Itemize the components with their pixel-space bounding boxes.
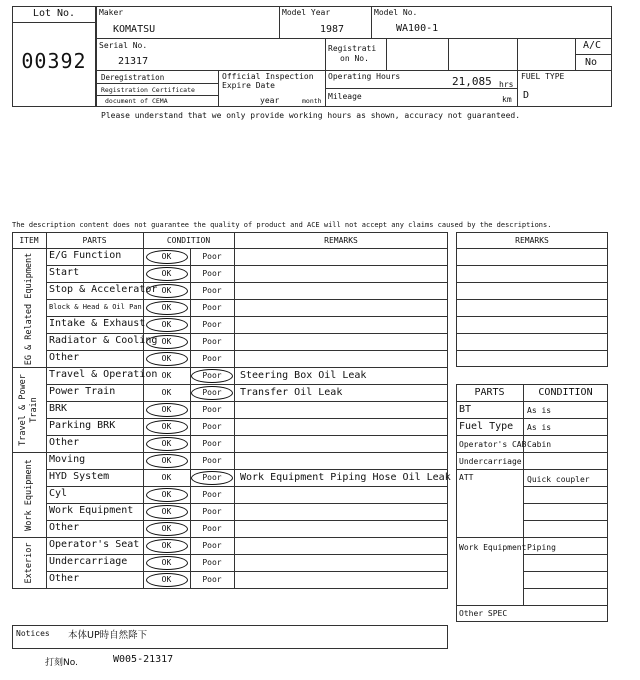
ok-option[interactable]: OK	[161, 354, 172, 363]
ok-option[interactable]: OK	[161, 524, 172, 533]
group-travel-power-train: Travel & Power Train	[18, 374, 39, 446]
poor-option[interactable]: Poor	[202, 524, 222, 533]
poor-option[interactable]: Poor	[202, 422, 222, 431]
poor-option[interactable]: Poor	[202, 473, 222, 482]
ac-label: A/C	[583, 40, 602, 51]
poor-option[interactable]: Poor	[202, 354, 222, 363]
poor-selected-circle	[191, 369, 233, 383]
ok-selected-circle	[146, 301, 188, 315]
model-year-label: Model Year	[282, 8, 331, 17]
poor-option[interactable]: Poor	[202, 405, 222, 414]
row-part: Radiator & Cooling	[49, 335, 158, 346]
row-part: Operator's Seat	[49, 539, 140, 550]
ok-selected-circle	[146, 250, 188, 264]
row-part: Travel & Operation	[49, 369, 158, 380]
operating-hours-value: 21,085	[452, 75, 492, 88]
maker-value: KOMATSU	[113, 24, 156, 35]
ok-option[interactable]: OK	[161, 371, 172, 380]
ok-option[interactable]: OK	[161, 558, 172, 567]
row-part: Block & Head & Oil Pan	[49, 303, 142, 311]
right-cond-att: Quick coupler	[527, 475, 590, 484]
row-part: HYD System	[49, 471, 110, 482]
poor-option[interactable]: Poor	[202, 252, 222, 261]
row-part: Cyl	[49, 488, 68, 499]
row-remark: Steering Box Oil Leak	[240, 370, 367, 381]
serial-value: 21317	[118, 56, 149, 67]
row-part: Other	[49, 522, 80, 533]
month-label: month	[302, 97, 322, 105]
ok-option[interactable]: OK	[161, 456, 172, 465]
ok-selected-circle	[146, 454, 188, 468]
ok-option[interactable]: OK	[161, 269, 172, 278]
right-cond-bt: As is	[527, 406, 552, 415]
ok-selected-circle	[146, 522, 188, 536]
ok-option[interactable]: OK	[161, 422, 172, 431]
row-part: Parking BRK	[49, 420, 116, 431]
ok-option[interactable]: OK	[161, 320, 172, 329]
poor-option[interactable]: Poor	[202, 490, 222, 499]
ok-selected-circle	[146, 284, 188, 298]
right-part-fuel: Fuel Type	[459, 421, 514, 432]
group-eg-related: EG & Related Equipment	[24, 252, 34, 366]
dereg-doc: document of CEMA	[105, 97, 168, 105]
poor-option[interactable]: Poor	[202, 269, 222, 278]
stamp-value: W005-21317	[113, 654, 174, 665]
ok-selected-circle	[146, 437, 188, 451]
right-remarks-header: REMARKS	[515, 236, 549, 245]
right-part-att: ATT	[459, 473, 474, 482]
ok-selected-circle	[146, 318, 188, 332]
ok-option[interactable]: OK	[161, 303, 172, 312]
row-part: Work Equipment	[49, 505, 134, 516]
poor-option[interactable]: Poor	[202, 286, 222, 295]
header-item: ITEM	[19, 236, 39, 245]
poor-option[interactable]: Poor	[202, 439, 222, 448]
ok-option[interactable]: OK	[161, 439, 172, 448]
row-part: Intake & Exhaust	[49, 318, 146, 329]
poor-option[interactable]: Poor	[202, 371, 222, 380]
ok-selected-circle	[146, 267, 188, 281]
other-spec-label: Other SPEC	[459, 609, 508, 618]
right-condition-header: CONDITION	[538, 387, 593, 398]
serial-label: Serial No.	[99, 41, 148, 50]
row-part: Undercarriage	[49, 556, 128, 567]
right-part-undercarriage: Undercarriage	[459, 457, 522, 466]
row-part: BRK	[49, 403, 68, 414]
poor-selected-circle	[191, 471, 233, 485]
header-condition: CONDITION	[166, 236, 211, 245]
ok-option[interactable]: OK	[161, 388, 172, 397]
row-part: Other	[49, 352, 80, 363]
year-label: year	[260, 96, 280, 105]
poor-option[interactable]: Poor	[202, 303, 222, 312]
ok-selected-circle	[146, 539, 188, 553]
operating-hours-label: Operating Hours	[328, 72, 401, 81]
ok-option[interactable]: OK	[161, 575, 172, 584]
ok-selected-circle	[146, 505, 188, 519]
group-work-equipment: Work Equipment	[24, 459, 34, 531]
header-remarks: REMARKS	[324, 236, 358, 245]
fuel-type-label: FUEL TYPE	[521, 72, 565, 81]
lot-label: Lot No.	[32, 8, 76, 19]
right-cond-work-equipment: Piping	[527, 543, 556, 552]
disclaimer: The description content does not guarantee the quality of product and ACE will not accept any claims caused by the descriptions.	[12, 221, 552, 229]
right-part-bt: BT	[459, 404, 472, 415]
right-part-cab: Operator's CAB	[459, 440, 527, 449]
poor-option[interactable]: Poor	[202, 558, 222, 567]
right-part-work-equipment: Work Equipment	[459, 543, 527, 552]
right-cond-fuel: As is	[527, 423, 552, 432]
ok-option[interactable]: OK	[161, 405, 172, 414]
ok-selected-circle	[146, 352, 188, 366]
poor-option[interactable]: Poor	[202, 337, 222, 346]
inspection-label-2: Expire Date	[222, 81, 275, 90]
poor-option[interactable]: Poor	[202, 507, 222, 516]
notices-value: 本体UP時自然降下	[68, 630, 148, 641]
hours-note: Please understand that we only provide working hours as shown, accuracy not guaranteed.	[101, 111, 521, 120]
inspection-label-1: Official Inspection	[222, 72, 314, 81]
ok-selected-circle	[146, 335, 188, 349]
poor-selected-circle	[191, 386, 233, 400]
row-part: Moving	[49, 454, 86, 465]
ok-option[interactable]: OK	[161, 286, 172, 295]
km-unit: km	[502, 95, 512, 104]
poor-option[interactable]: Poor	[202, 456, 222, 465]
ok-option[interactable]: OK	[161, 490, 172, 499]
ok-option[interactable]: OK	[161, 252, 172, 261]
maker-label: Maker	[99, 8, 124, 17]
model-no-value: WA100-1	[396, 23, 439, 34]
ok-option[interactable]: OK	[161, 507, 172, 516]
ac-value: No	[585, 57, 598, 68]
dereg-cert: Registration Certificate	[101, 86, 195, 94]
row-part: Other	[49, 437, 80, 448]
ok-selected-circle	[146, 420, 188, 434]
right-parts-header: PARTS	[474, 387, 505, 398]
ok-option[interactable]: OK	[161, 541, 172, 550]
fuel-type-value: D	[523, 90, 530, 101]
ok-option[interactable]: OK	[161, 473, 172, 482]
hrs-unit: hrs	[499, 80, 514, 89]
model-year-value: 1987	[320, 24, 345, 35]
lot-number: 00392	[21, 49, 87, 73]
right-cond-cab: Cabin	[527, 440, 552, 449]
ok-selected-circle	[146, 403, 188, 417]
dereg-label: Deregistration	[101, 73, 165, 82]
registration-label-2: on No.	[340, 54, 369, 63]
header-parts: PARTS	[82, 236, 107, 245]
row-part: Power Train	[49, 386, 116, 397]
row-part: Other	[49, 573, 80, 584]
row-part: Stop & Accelerator	[49, 284, 158, 295]
notices-label: Notices	[16, 629, 50, 638]
row-part: Start	[49, 267, 80, 278]
ok-selected-circle	[146, 556, 188, 570]
poor-option[interactable]: Poor	[202, 320, 222, 329]
poor-option[interactable]: Poor	[202, 541, 222, 550]
stamp-label: 打刻No.	[45, 658, 78, 668]
ok-selected-circle	[146, 488, 188, 502]
row-remark: Transfer Oil Leak	[240, 387, 343, 398]
ok-option[interactable]: OK	[161, 337, 172, 346]
registration-label-1: Registrati	[328, 44, 377, 53]
model-no-label: Model No.	[374, 8, 418, 17]
poor-option[interactable]: Poor	[202, 388, 222, 397]
poor-option[interactable]: Poor	[202, 575, 222, 584]
mileage-label: Mileage	[328, 92, 362, 101]
row-part: E/G Function	[49, 250, 122, 261]
group-exterior: Exterior	[24, 542, 34, 584]
ok-selected-circle	[146, 573, 188, 587]
row-remark: Work Equipment Piping Hose Oil Leak	[240, 472, 451, 483]
